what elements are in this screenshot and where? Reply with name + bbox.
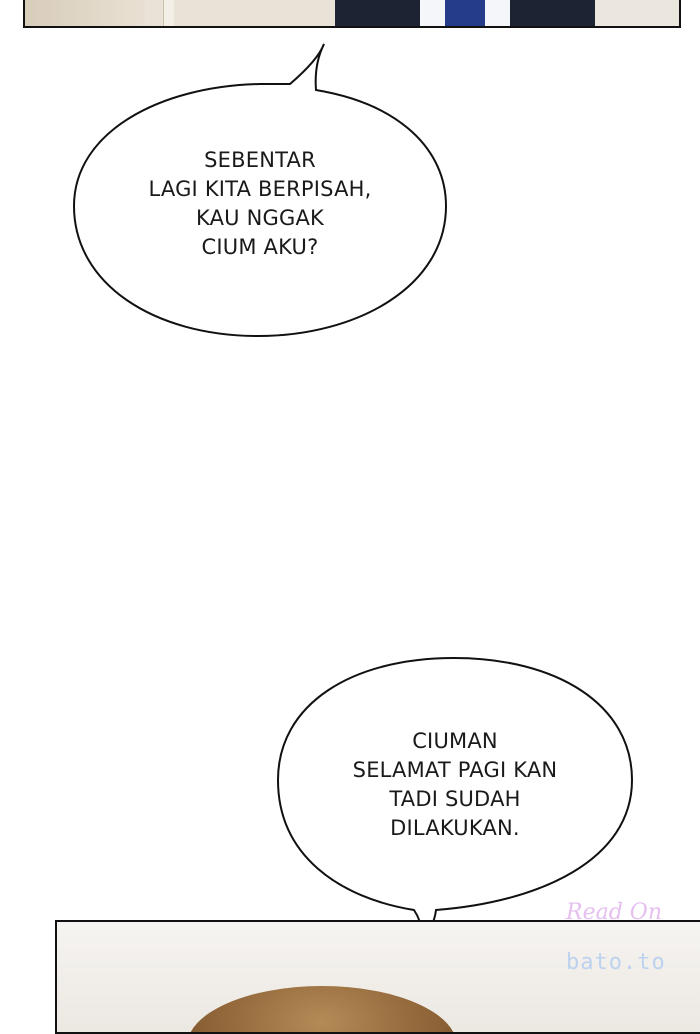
speech-bubble-2-text: CIUMAN SELAMAT PAGI KAN TADI SUDAH DILAKUKAN.: [352, 729, 558, 840]
watermark-line-2: bato.to: [566, 950, 666, 975]
watermark-line-1: Read On: [566, 900, 662, 925]
speech-bubble-1-text: SEBENTAR LAGI KITA BERPISAH, KAU NGGAK CIUM AKU?: [148, 148, 372, 259]
watermark: [560, 900, 680, 990]
